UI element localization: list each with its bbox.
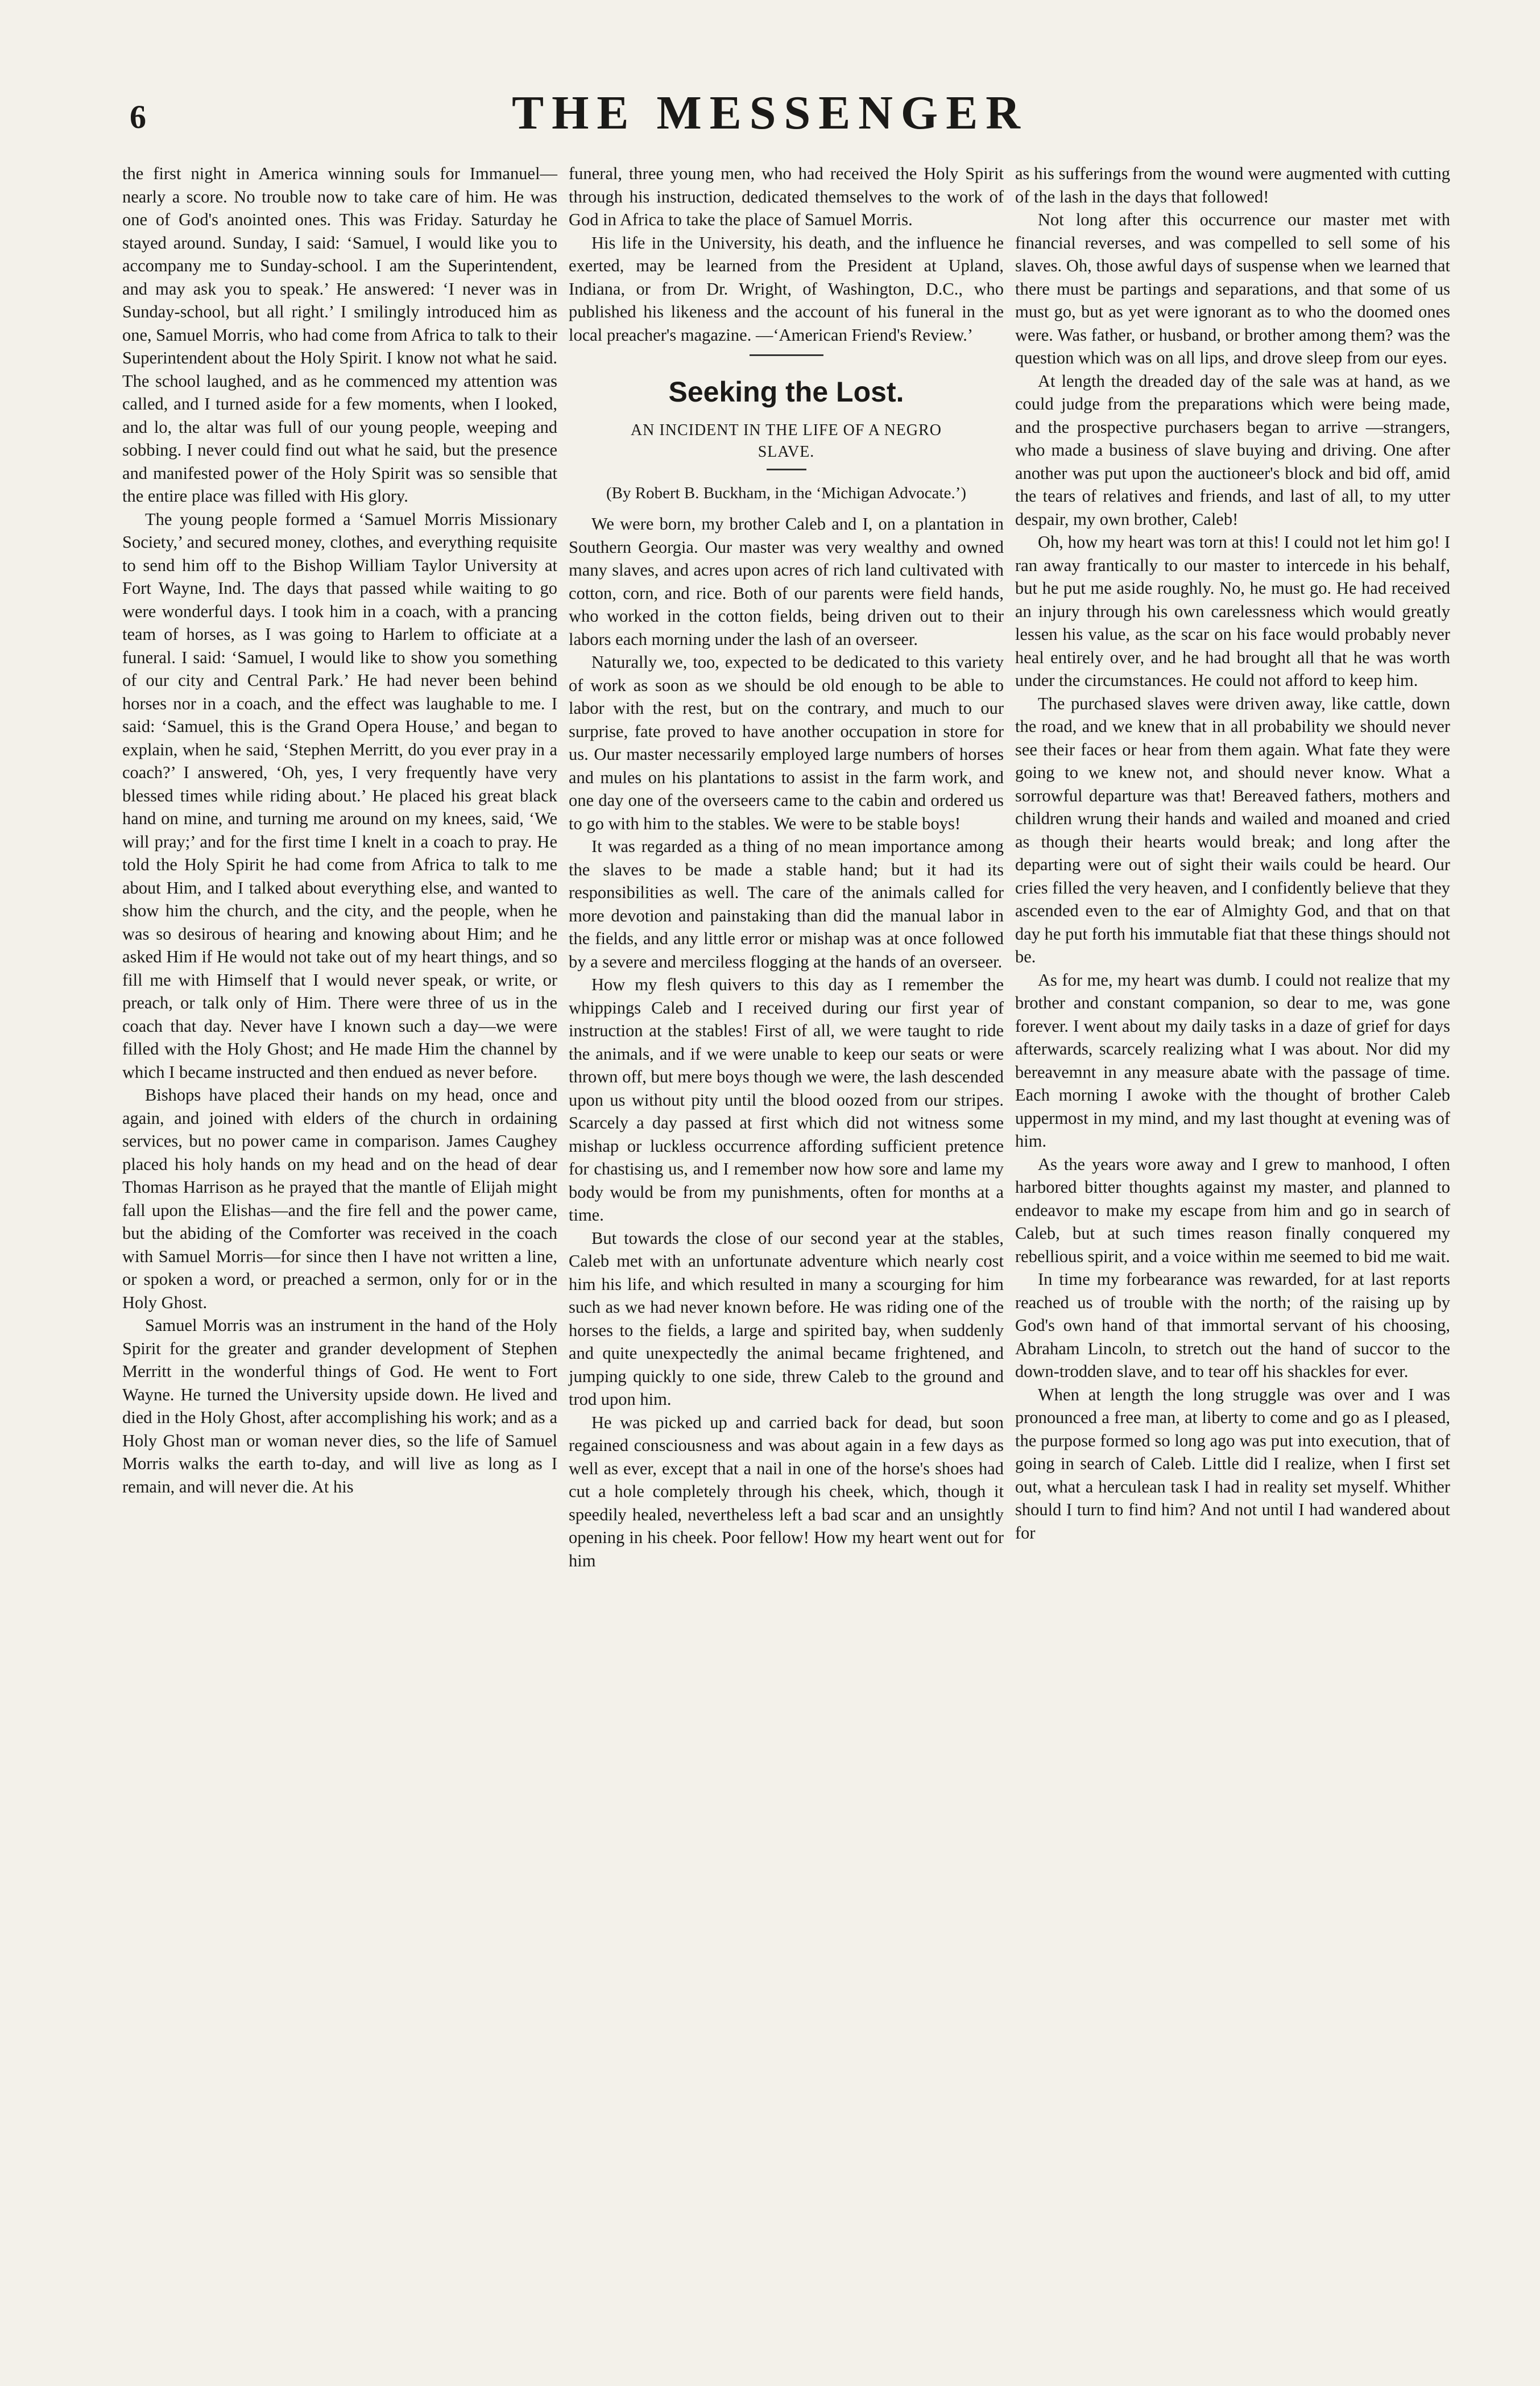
paragraph: as his sufferings from the wound were augmented with cutting of the lash in the days that followed! <box>1015 164 1450 206</box>
page-number: 6 <box>130 98 146 135</box>
paragraph: Bishops have placed their hands on my head, once and again, and joined with elders of the church in ordaining services, but no power came in comparison. James Caughey placed his holy hands on my head and on the head of dear Thomas Harrison as he prayed that the mantle of Elijah might fall upon the Elishas—and the fire fell and the power came, but the abiding of the Comforter was received in the coach with Samuel Morris—for since then I have not written a line, or spoken a word, or preached a sermon, only for or in the Holy Ghost. <box>122 1085 557 1312</box>
paragraph: As for me, my heart was dumb. I could not realize that my brother and constant companion, so dear to me, was gone forever. I went about my daily tasks in a daze of grief for days afterwards, scarcely realizing what I was about. Nor did my bereavemnt in any measure abate with the passage of time. Each morning I awoke with the thought of brother Caleb uppermost in my mind, and my last thought at evening was of him. <box>1015 970 1450 1151</box>
article-title: Seeking the Lost. <box>668 376 904 408</box>
paragraph: The purchased slaves were driven away, like cattle, down the road, and we knew that in all probability we should never see their faces or hear from them again. What fate they were going to we knew not, and should never know. What a sorrowful departure was that! Bereaved fathers, mothers and children wrung their hands and wailed and moaned and cried as though their hearts would break; and long after the departing were out of sight their wails could be heard. Our cries filled the very heaven, and I confidently believe that they ascended even to the ear of Almighty God, and that on that day he put forth his immutable fiat that these things should not be. <box>1015 693 1450 966</box>
column-3 <box>1015 162 1450 1544</box>
paragraph: At length the dreaded day of the sale was at hand, as we could judge from the preparations which were being made, and the prospective purchasers began to arrive —strangers, who made a business of slave buying and driving. One after another was put upon the auctioneer's block and bid off, amid the tears of relatives and friends, and last of all, to my utter despair, my own brother, Caleb! <box>1015 371 1450 529</box>
article-byline: (By Robert B. Buckham, in the ‘Michigan Advocate.’) <box>606 484 967 502</box>
paragraph: But towards the close of our second year at the stables, Caleb met with an unfortunate adventure which nearly cost him his life, and which resulted in many a scourging for him such as we had never known before. He was riding one of the horses to the fields, a large and spirited bay, when suddenly and quite unexpectedly the animal became frightened, and jumping quickly to one side, threw Caleb to the ground and trod upon him. <box>569 1228 1004 1409</box>
paragraph: funeral, three young men, who had received the Holy Spirit through his instruction, dedicated themselves to the work of God in Africa to take the place of Samuel Morris. <box>569 164 1004 229</box>
paragraph: How my flesh quivers to this day as I remember the whippings Caleb and I received during our first year of instruction at the stables! First of all, we were taught to ride the animals, and if we were unable to keep our seats or were thrown off, but mere boys though we were, the lash descended upon us without pity until the blood oozed from our stripes. Scarcely a day passed at first which did not witness some mishap or luckless occurrence affording sufficient pretence for chastising us, and I remember now how sore and lame my body would be from my punishments, often for months at a time. <box>569 975 1004 1225</box>
article-subtitle: AN INCIDENT IN THE LIFE OF A NEGRO SLAVE. <box>630 421 942 461</box>
paragraph: When at length the long struggle was over and I was pronounced a free man, at liberty to come and go as I pleased, the purpose formed so long ago was put into execution, that of going in search of Caleb. Little did I realize, when I first set out, what a herculean task I had in reality set myself. Whither should I turn to find him? And not until I had wandered about for <box>1015 1384 1450 1543</box>
paragraph: It was regarded as a thing of no mean importance among the slaves to be made a stable hand; but it had its responsibilities as well. The care of the animals called for more devotion and painstaking than did the manual labor in the fields, and any little error or mishap was at once followed by a severe and merciless flogging at the hands of an overseer. <box>569 837 1004 971</box>
paragraph: He was picked up and carried back for dead, but soon regained consciousness and was about again in a few days as well as ever, except that a nail in one of the horse's shoes had cut a hole completely through his cheek, which, though it speedily healed, nevertheless left a bad scar and an unsightly opening in his cheek. Poor fellow! How my heart went out for him <box>569 1412 1004 1570</box>
paragraph: His life in the University, his death, and the influence he exerted, may be learned from the President at Upland, Indiana, or from Dr. Wright, of Washington, D.C., who published his likeness and the account of his funeral in the local preacher's magazine. —‘American Friend's Review.’ <box>569 233 1004 345</box>
paragraph: Naturally we, too, expected to be dedicated to this variety of work as soon as we should be old enough to be able to labor with the rest, but on the contrary, and much to our surprise, fate proved to have another occupation in store for us. Our master necessarily employed large numbers of horses and mules on his plantations to assist in the farm work, and one day one of the overseers came to the cabin and ordered us to go with him to the stables. We were to be stable boys! <box>569 652 1004 833</box>
column-1 <box>122 162 557 1498</box>
column-2 <box>569 162 1004 1572</box>
paragraph: Oh, how my heart was torn at this! I could not let him go! I ran away frantically to our master to intercede in his behalf, but he put me aside roughly. No, he must go. He had received an injury through his own carelessness which would greatly lessen his value, as the scar on his face would probably never heal entirely over, and he had brought all that he was worth under the circumstances. He could not afford to keep him. <box>1015 532 1450 690</box>
paragraph: Samuel Morris was an instrument in the hand of the Holy Spirit for the greater and grander development of Stephen Merritt in the wonderful things of God. He went to Fort Wayne. He turned the University upside down. He lived and died in the Holy Ghost, after accomplishing his work; and as a Holy Ghost man or woman never dies, so the life of Samuel Morris walks the earth to-day, and will live as long as I remain, and will never die. At his <box>122 1316 557 1496</box>
section-divider <box>750 354 823 356</box>
paragraph: In time my forbearance was rewarded, for at last reports reached us of trouble with the north; of the raising up by God's own hand of that immortal servant of his choosing, Abraham Lincoln, to stretch out the hand of succor to the down-trodden slave, and to tear off his shackles for ever. <box>1015 1269 1450 1381</box>
paragraph: We were born, my brother Caleb and I, on a plantation in Southern Georgia. Our master was very wealthy and owned many slaves, and acres upon acres of rich land cultivated with cotton, corn, and rice. Both of our parents were field hands, who worked in the cotton fields, being driven out to their labors each morning under the lash of an overseer. <box>569 514 1004 649</box>
subtitle-divider <box>767 469 806 470</box>
paragraph: Not long after this occurrence our master met with financial reverses, and was compelled to sell some of his slaves. Oh, those awful days of suspense when we learned that there must be partings and separations, and that some of us must go, but as yet were ignorant as to who the doomed ones were. Was father, or husband, or brother among them? was the question which was on all lips, and drove sleep from our eyes. <box>1015 210 1450 367</box>
paragraph: the first night in America winning souls for Immanuel—nearly a score. No trouble now to take care of him. He was one of God's anointed ones. This was Friday. Saturday he stayed around. Sunday, I said: ‘Samuel, I would like you to accompany me to Sunday-school. I am the Superintendent, and may ask you to speak.’ He answered: ‘I never was in Sunday-school, but all right.’ I smilingly introduced him as one, Samuel Morris, who had come from Africa to talk to their Superintendent about the Holy Spirit. I know not what he said. The school laughed, and as he commenced my attention was called, and I turned aside for a few moments, when I looked, and lo, the altar was full of our young people, weeping and sobbing. I never could find out what he said, but the presence and manifested power of the Holy Spirit was so sensible that the entire place was filled with His glory. <box>122 164 557 506</box>
paragraph: The young people formed a ‘Samuel Morris Missionary Society,’ and secured money, clothes, and everything requisite to send him off to the Bishop William Taylor University at Fort Wayne, Ind. The days that passed while waiting to go were wonderful days. I took him in a coach, with a prancing team of horses, as I was going to Harlem to officiate at a funeral. I said: ‘Samuel, I would like to show you something of our city and Central Park.’ He had never been behind horses nor in a coach, and the effect was laughable to me. I said: ‘Samuel, this is the Grand Opera House,’ and began to explain, when he said, ‘Stephen Merritt, do you ever pray in a coach?’ I answered, ‘Oh, yes, I very frequently have very blessed times while riding about.’ He placed his great black hand on mine, and turning me around on my knees, said, ‘We will pray;’ and for the first time I knelt in a coach to pray. He told the Holy Spirit he had come from Africa to talk to me about Him, and I talked about everything else, and wanted to show him the church, and the city, and the people, when he was so desirous of hearing and knowing about Him; and he asked Him if He would not take out of my heart things, and so fill me with Himself that I would never speak, or write, or preach, or talk only of Him. There were three of us in the coach that day. Never have I known such a day—we were filled with the Holy Ghost; and He made Him the channel by which I became instructed and then endued as never before. <box>122 509 557 1082</box>
masthead-title: THE MESSENGER <box>512 86 1028 139</box>
paragraph: As the years wore away and I grew to manhood, I often harbored bitter thoughts against my master, and planned to endeavor to make my escape from him and go in search of Caleb, but at such times reason finally conquered my rebellious spirit, and a voice within me seemed to bid me wait. <box>1015 1154 1450 1266</box>
